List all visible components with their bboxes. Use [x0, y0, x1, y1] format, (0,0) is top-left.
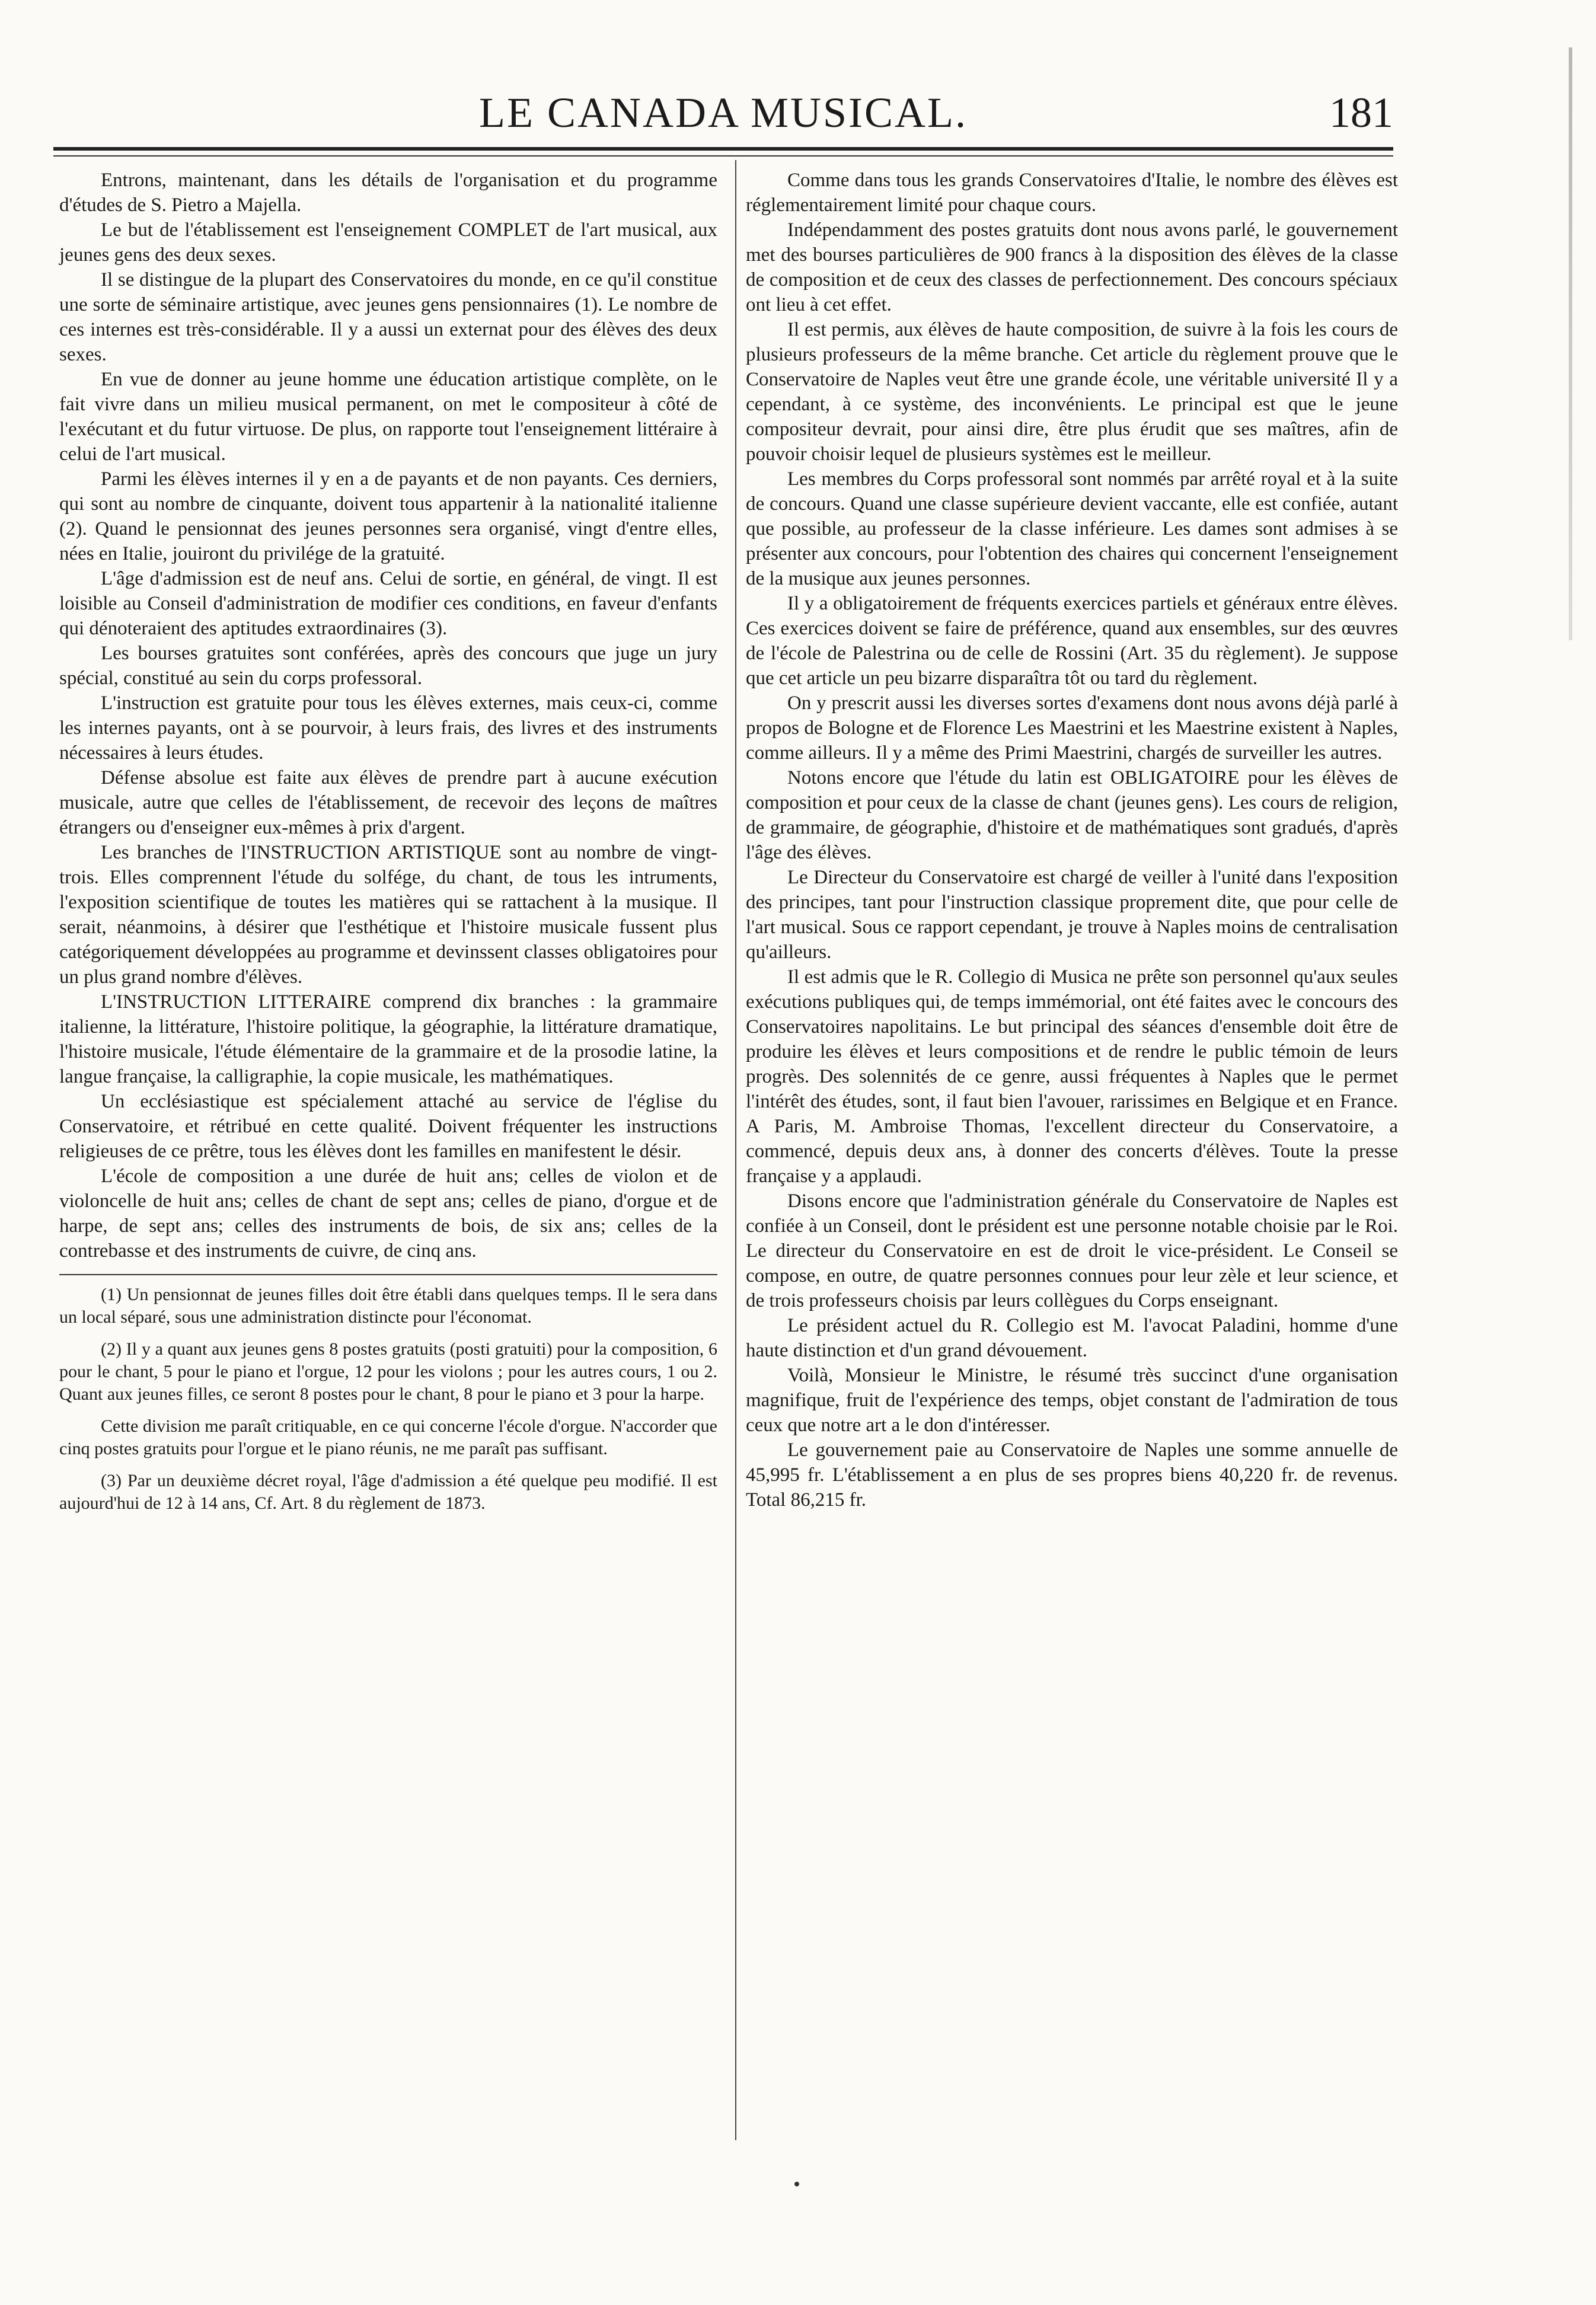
paragraph: Le but de l'établissement est l'enseignement COMPLET de l'art musical, aux jeunes gens des deux sexes.	[59, 219, 717, 266]
footnote: Cette division me paraît critiquable, en ce qui concerne l'école d'orgue. N'accorder que cinq postes gratuits pour l'orgue et le piano réunis, ne me paraît pas suffisant.	[59, 1416, 717, 1458]
header-rule-thin	[53, 155, 1393, 157]
journal-title: LE CANADA MUSICAL.	[478, 89, 968, 136]
paragraph: Un ecclésiastique est spécialement attaché au service de l'église du Conservatoire, et rétribué en cette qualité. Doivent fréquenter les instructions religieuses de ce prêtre, tous les élèves dont les familles en manifestent le désir.	[59, 1091, 717, 1162]
left-column	[59, 168, 717, 1524]
paragraph: Les membres du Corps professoral sont nommés par arrêté royal et à la suite de concours. Quand une classe supérieure devient vaccante, elle est confiée, autant que possible, au professeur de la classe inférieure. Les dames sont admises à se présenter aux concours, pour l'obtention des chaires qui concernent l'enseignement de la musique aux jeunes personnes.	[746, 468, 1398, 589]
paragraph: Défense absolue est faite aux élèves de prendre part à aucune exécution musicale, autre que celles de l'établissement, de recevoir des leçons de maîtres étrangers ou d'enseigner eux-mêmes à prix d'argent.	[59, 767, 717, 838]
paragraph: Parmi les élèves internes il y en a de payants et de non payants. Ces derniers, qui sont au nombre de cinquante, doivent tous appartenir à la nationalité italienne (2). Quand le pensionnat des jeunes personnes sera organisé, vingt d'entre elles, nées en Italie, jouiront du privilége de la gratuité.	[59, 468, 717, 564]
paragraph: On y prescrit aussi les diverses sortes d'examens dont nous avons déjà parlé à propos de Bologne et de Florence Les Maestrini et les Maestrine existent à Naples, comme ailleurs. Il y a même des Primi Maestrini, chargés de surveiller les autres.	[746, 692, 1398, 764]
paragraph: En vue de donner au jeune homme une éducation artistique complète, on le fait vivre dans un milieu musical permanent, on met le compositeur à côté de l'exécutant et du futur virtuose. De plus, on rapporte tout l'enseignement littéraire à celui de l'art musical.	[59, 369, 717, 465]
paragraph: Comme dans tous les grands Conservatoires d'Italie, le nombre des élèves est réglementairement limité pour chaque cours.	[746, 170, 1398, 216]
paragraph: Il est admis que le R. Collegio di Musica ne prête son personnel qu'aux seules exécutions publiques qui, de temps immémorial, ont été faites avec le concours des Conservatoires napolitains. Le but principal des séances d'ensemble doit être de produire les élèves et leurs compositions et de rendre le public témoin de leurs progrès. Des solennités de ce genre, aussi fréquentes à Naples que le permet l'intérêt des études, sont, il faut bien l'avouer, rarissimes en Belgique et en France. A Paris, M. Ambroise Thomas, l'excellent directeur du Conservatoire, a commencé, depuis deux ans, à donner des concerts d'élèves. Toute la presse française y a applaudi.	[746, 966, 1398, 1187]
footnotes	[59, 1274, 717, 1515]
paragraph: Le Directeur du Conservatoire est chargé de veiller à l'unité dans l'exposition des principes, tant pour l'instruction classique proprement dite, que pour celle de l'art musical. Sous ce rapport cependant, je trouve à Naples moins de centralisation qu'ailleurs.	[746, 867, 1398, 963]
paragraph: L'âge d'admission est de neuf ans. Celui de sortie, en général, de vingt. Il est loisible au Conseil d'administration de modifier ces conditions, en faveur d'enfants qui dénoteraient des aptitudes extraordinaires (3).	[59, 568, 717, 639]
paragraph: Indépendamment des postes gratuits dont nous avons parlé, le gouvernement met des bourses particulières de 900 francs à la disposition des élèves de la classe de composition et de ceux des classes de perfectionnement. Des concours spéciaux ont lieu à cet effet.	[746, 219, 1398, 315]
paragraph: Il est permis, aux élèves de haute composition, de suivre à la fois les cours de plusieurs professeurs de la même branche. Cet article du règlement prouve que le Conservatoire de Naples veut être une grande école, une véritable université Il y a cependant, à ce système, des inconvénients. Le principal est que le jeune compositeur devrait, pour ainsi dire, être plus érudit que ses maîtres, afin de pouvoir choisir lequel de plusieurs systèmes est le meilleur.	[746, 319, 1398, 465]
page-header	[53, 86, 1393, 139]
ink-speck	[794, 2182, 799, 2186]
paragraph: Il se distingue de la plupart des Conservatoires du monde, en ce qu'il constitue une sorte de séminaire artistique, avec jeunes gens pensionnaires (1). Le nombre de ces internes est très-considérable. Il y a aussi un externat pour des élèves des deux sexes.	[59, 269, 717, 365]
paragraph: Le gouvernement paie au Conservatoire de Naples une somme annuelle de 45,995 fr. L'établissement a en plus de ses propres biens 40,220 fr. de revenus. Total 86,215 fr.	[746, 1439, 1398, 1511]
paragraph: Voilà, Monsieur le Ministre, le résumé très succinct d'une organisation magnifique, fruit de l'expérience des temps, objet constant de l'admiration de tous ceux que notre art a le don d'intéresser.	[746, 1365, 1398, 1436]
paragraph: Les bourses gratuites sont conférées, après des concours que juge un jury spécial, constitué au sein du corps professoral.	[59, 643, 717, 689]
paragraph: Entrons, maintenant, dans les détails de l'organisation et du programme d'études de S. Pietro a Majella.	[59, 170, 717, 216]
paragraph: Les branches de l'INSTRUCTION ARTISTIQUE sont au nombre de vingt-trois. Elles comprennent l'étude du solfége, du chant, de tous les intruments, l'exposition scientifique de toutes les matières qui se rattachent à la musique. Il serait, néanmoins, à désirer que l'esthétique et l'histoire musicale fussent plus catégoriquement développées au programme et devinssent classes obligatoires pour un plus grand nombre d'élèves.	[59, 842, 717, 988]
column-divider	[735, 160, 736, 2140]
header-rule-thick	[53, 147, 1393, 151]
footnote: (2) Il y a quant aux jeunes gens 8 postes gratuits (posti gratuiti) pour la composition, 6 pour le chant, 5 pour le piano et l'orgue, 12 pour les violons ; pour les autres cours, 1 ou 2. Quant aux jeunes filles, ce seront 8 postes pour le chant, 8 pour le piano et 3 pour la harpe.	[59, 1339, 717, 1404]
paragraph: L'INSTRUCTION LITTERAIRE comprend dix branches : la grammaire italienne, la littérature, l'histoire politique, la géographie, la littérature dramatique, l'histoire musicale, l'étude élémentaire de la grammaire et de la prosodie latine, la langue française, la calligraphie, la copie musicale, les mathématiques.	[59, 991, 717, 1087]
footnote: (1) Un pensionnat de jeunes filles doit être établi dans quelques temps. Il le sera dans un local séparé, sous une administration distincte pour l'économat.	[59, 1285, 717, 1327]
paragraph: Notons encore que l'étude du latin est OBLIGATOIRE pour les élèves de composition et pour ceux de la classe de chant (jeunes gens). Les cours de religion, de grammaire, de géographie, d'histoire et de mathématiques sont gradués, d'après l'âge des élèves.	[746, 767, 1398, 863]
paragraph: Il y a obligatoirement de fréquents exercices partiels et généraux entre élèves. Ces exercices doivent se faire de préférence, quand aux ensembles, sur des œuvres de l'école de Palestrina ou de celle de Rossini (Art. 35 du règlement). Je suppose que cet article un peu bizarre disparaîtra tôt ou tard du règlement.	[746, 593, 1398, 689]
footnote: (3) Par un deuxième décret royal, l'âge d'admission a été quelque peu modifié. Il est aujourd'hui de 12 à 14 ans, Cf. Art. 8 du règlement de 1873.	[59, 1471, 717, 1513]
paragraph: Le président actuel du R. Collegio est M. l'avocat Paladini, homme d'une haute distinction et d'un grand dévouement.	[746, 1315, 1398, 1361]
paragraph: Disons encore que l'administration générale du Conservatoire de Naples est confiée à un Conseil, dont le président est une personne notable choisie par le Roi. Le directeur du Conservatoire en est de droit le vice-président. Le Conseil se compose, en outre, de quatre personnes connues pour leur zèle et leur science, et de trois professeurs choisis par leurs collègues du Corps enseignant.	[746, 1190, 1398, 1311]
paragraph: L'instruction est gratuite pour tous les élèves externes, mais ceux-ci, comme les internes payants, ont à se pourvoir, à leurs frais, des livres et des instruments nécessaires à leurs études.	[59, 692, 717, 764]
paragraph: L'école de composition a une durée de huit ans; celles de violon et de violoncelle de huit ans; celles de chant de sept ans; celles de piano, d'orgue et de harpe, de sept ans; celles des instruments de bois, de six ans; celles de la contrebasse et des instruments de cuivre, de cinq ans.	[59, 1166, 717, 1262]
page-number: 181	[1329, 89, 1393, 136]
right-column	[746, 168, 1398, 1512]
binding-edge-shadow	[1569, 47, 1572, 640]
